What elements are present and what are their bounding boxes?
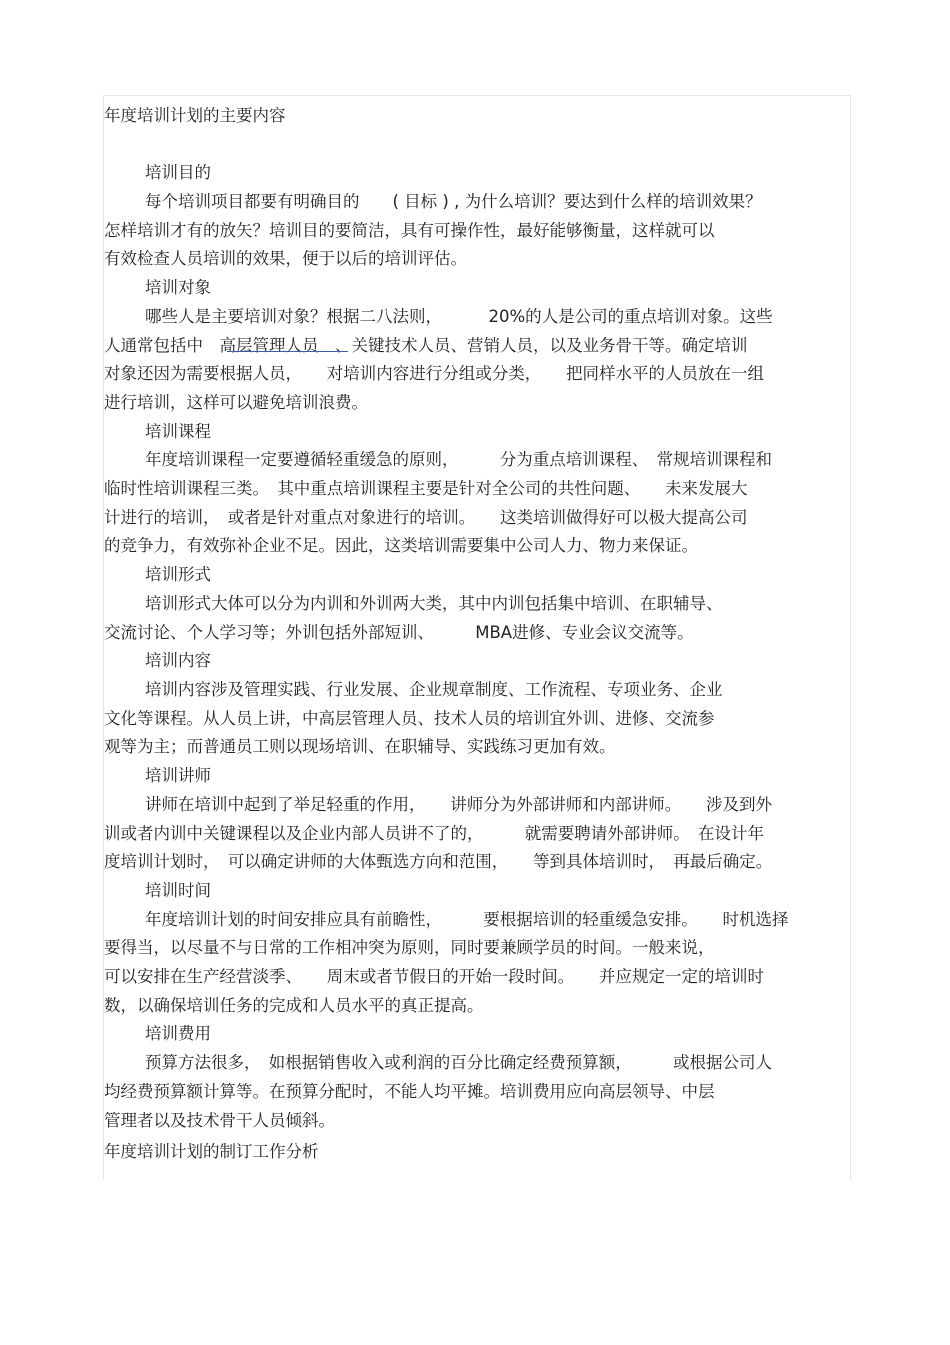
paragraph-line: 要得当，以尽量不与日常的工作相冲突为原则，同时要兼顾学员的时间。一般来说， bbox=[104, 938, 715, 957]
paragraph-line: 数，以确保培训任务的完成和人员水平的真正提高。 bbox=[104, 996, 484, 1015]
paragraph-line: 年度培训课程一定要遵循轻重缓急的原则， 分为重点培训课程、 常规培训课程和 bbox=[145, 450, 772, 469]
paragraph-line: 有效检查人员培训的效果，便于以后的培训评估。 bbox=[104, 249, 467, 268]
section-heading: 培训讲师 bbox=[145, 766, 211, 785]
paragraph-line: 管理者以及技术骨干人员倾斜。 bbox=[104, 1111, 335, 1130]
paragraph-line: 培训形式大体可以分为内训和外训两大类，其中内训包括集中培训、在职辅导、 bbox=[145, 594, 723, 613]
paragraph-line: 的竞争力，有效弥补企业不足。因此，这类培训需要集中公司人力、物力来保证。 bbox=[104, 536, 698, 555]
paragraph-line: 进行培训，这样可以避免培训浪费。 bbox=[104, 393, 368, 412]
paragraph-line: 度培训计划时， 可以确定讲师的大体甄选方向和范围， 等到具体培训时， 再最后确定。 bbox=[104, 852, 773, 871]
paragraph-line: 观等为主；而普通员工则以现场培训、在职辅导、实践练习更加有效。 bbox=[104, 737, 616, 756]
section-heading: 培训目的 bbox=[145, 163, 211, 182]
paragraph-line: 怎样培训才有的放矢？培训目的要简洁，具有可操作性，最好能够衡量，这样就可以 bbox=[104, 221, 715, 240]
paragraph-line: 训或者内训中关键课程以及企业内部人员讲不了的， 就需要聘请外部讲师。 在设计年 bbox=[104, 824, 764, 843]
page-title: 年度培训计划的主要内容 bbox=[104, 106, 286, 125]
paragraph-line: 年度培训计划的时间安排应具有前瞻性， 要根据培训的轻重缓急安排。 时机选择 bbox=[145, 910, 789, 929]
section-heading: 培训时间 bbox=[145, 881, 211, 900]
paragraph-line: 培训内容涉及管理实践、行业发展、企业规章制度、工作流程、专项业务、企业 bbox=[145, 680, 723, 699]
paragraph-line: 人通常包括中 高层管理人员 、关键技术人员、营销人员，以及业务骨干等。确定培训 bbox=[104, 336, 748, 355]
paragraph-line: 可以安排在生产经营淡季、 周末或者节假日的开始一段时间。 并应规定一定的培训时 bbox=[104, 967, 764, 986]
section-heading: 培训费用 bbox=[145, 1024, 211, 1043]
section-heading: 培训形式 bbox=[145, 565, 211, 584]
section-heading-footer: 年度培训计划的制订工作分析 bbox=[104, 1142, 319, 1161]
paragraph-line: 讲师在培训中起到了举足轻重的作用， 讲师分为外部讲师和内部讲师。 涉及到外 bbox=[145, 795, 772, 814]
section-heading: 培训内容 bbox=[145, 651, 211, 670]
paragraph-line: 计进行的培训， 或者是针对重点对象进行的培训。 这类培训做得好可以极大提高公司 bbox=[104, 508, 748, 527]
paragraph-line: 哪些人是主要培训对象？根据二八法则， 20%的人是公司的重点培训对象。这些 bbox=[145, 307, 773, 326]
paragraph-line: 交流讨论、个人学习等；外训包括外部短训、 MBA进修、专业会议交流等。 bbox=[104, 623, 694, 642]
link-underline[interactable] bbox=[227, 351, 348, 352]
paragraph-line: 均经费预算额计算等。在预算分配时，不能人均平摊。培训费用应向高层领导、中层 bbox=[104, 1082, 715, 1101]
paragraph-line: 临时性培训课程三类。 其中重点培训课程主要是针对全公司的共性问题、 未来发展大 bbox=[104, 479, 748, 498]
paragraph-line: 文化等课程。从人员上讲，中高层管理人员、技术人员的培训宜外训、进修、交流参 bbox=[104, 709, 715, 728]
paragraph-line: 对象还因为需要根据人员， 对培训内容进行分组或分类， 把同样水平的人员放在一组 bbox=[104, 364, 764, 383]
section-heading: 培训课程 bbox=[145, 422, 211, 441]
section-heading: 培训对象 bbox=[145, 278, 211, 297]
paragraph-line: 预算方法很多， 如根据销售收入或利润的百分比确定经费预算额， 或根据公司人 bbox=[145, 1053, 772, 1072]
paragraph-line: 每个培训项目都要有明确目的 ( 目标 ) , 为什么培训？要达到什么样的培训效果？ bbox=[145, 192, 762, 211]
